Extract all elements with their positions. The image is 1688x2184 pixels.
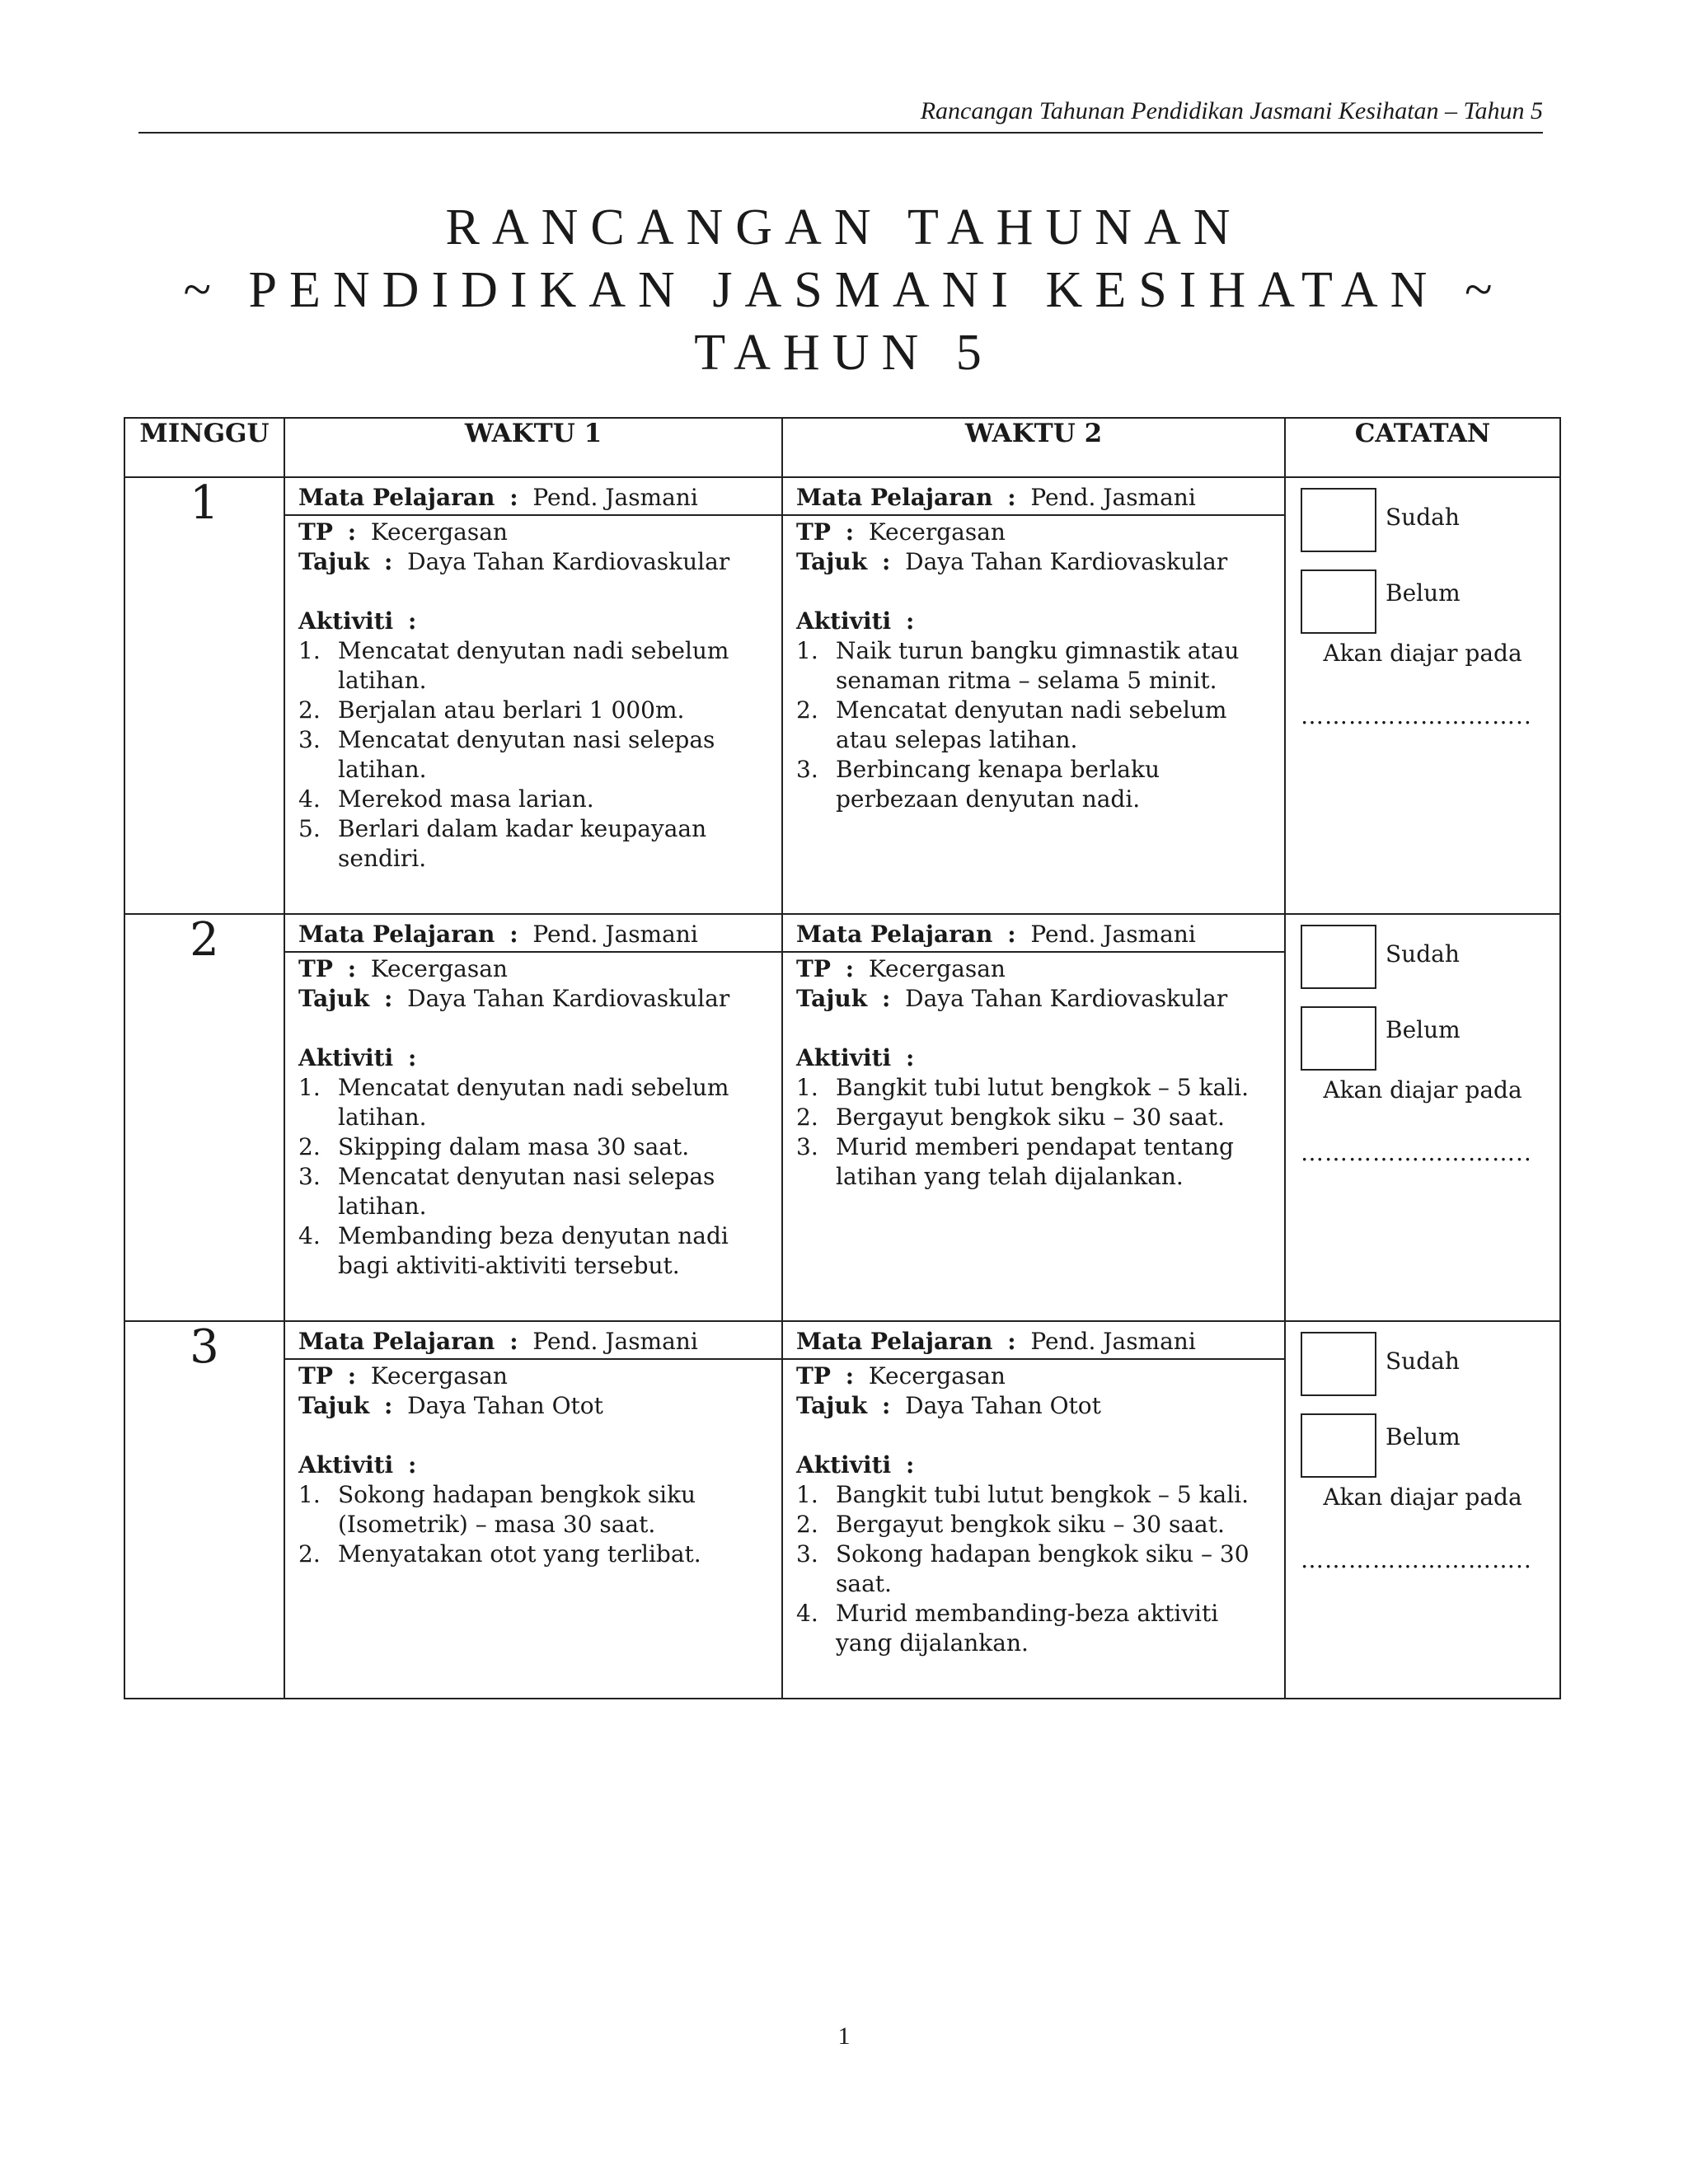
list-item (796, 1510, 1271, 1540)
list-item (298, 696, 768, 725)
catatan-cell (1285, 1321, 1560, 1699)
activity-number: 1. (298, 1481, 321, 1508)
list-item (298, 1162, 768, 1221)
tp-value: Kecergasan (370, 1362, 508, 1390)
label-separator: : (845, 1362, 855, 1390)
activity-text: Skipping dalam masa 30 saat. (338, 1133, 690, 1160)
topic-line (796, 984, 1271, 1014)
done-checkbox[interactable] (1301, 925, 1376, 989)
field-label: TP (298, 955, 333, 982)
field-label: Mata Pelajaran (298, 921, 495, 948)
label-separator: : (905, 1044, 915, 1071)
done-label: Sudah (1386, 1347, 1460, 1375)
tp-value: Kecergasan (370, 955, 508, 982)
list-item (796, 1480, 1271, 1510)
field-label: Aktiviti (298, 1451, 394, 1479)
field-label: Mata Pelajaran (796, 921, 993, 948)
scheduled-date-blank[interactable]: ……………………….. (1301, 1139, 1532, 1166)
title-line-2: ~ PENDIDIKAN JASMANI KESIHATAN ~ (183, 262, 1505, 318)
label-separator: : (882, 1392, 891, 1419)
spacer (298, 577, 768, 607)
label-separator: : (384, 1392, 393, 1419)
label-separator: : (384, 985, 393, 1012)
list-item (298, 636, 768, 696)
topic-value: Daya Tahan Kardiovaskular (905, 548, 1228, 575)
activities-heading (796, 1043, 1271, 1073)
not-done-checkbox[interactable] (1301, 1413, 1376, 1478)
activity-number: 1. (298, 637, 321, 664)
label-separator: : (347, 955, 357, 982)
waktu-1-cell (284, 914, 782, 1321)
activity-number: 2. (298, 1133, 321, 1160)
field-label: Tajuk (796, 985, 868, 1012)
list-item (796, 755, 1271, 814)
not-done-checkbox[interactable] (1301, 569, 1376, 634)
activity-number: 4. (796, 1600, 818, 1627)
spacer (796, 1014, 1271, 1043)
activities-heading (298, 607, 768, 636)
field-label: Mata Pelajaran (298, 1328, 495, 1355)
activities-heading (298, 1451, 768, 1480)
tp-value: Kecergasan (868, 518, 1006, 546)
activity-text: Bangkit tubi lutut bengkok – 5 kali. (836, 1481, 1250, 1508)
field-label: TP (298, 518, 333, 546)
tp-line (298, 1361, 768, 1391)
activity-number: 4. (298, 1222, 321, 1249)
label-separator: : (1007, 484, 1016, 511)
label-separator: : (882, 548, 891, 575)
activity-number: 1. (298, 1074, 321, 1101)
activity-text: Berjalan atau berlari 1 000m. (338, 696, 685, 724)
activity-list (298, 1480, 768, 1569)
activity-list (796, 1480, 1271, 1658)
activities-heading (796, 1451, 1271, 1480)
topic-value: Daya Tahan Kardiovaskular (407, 985, 730, 1012)
header-minggu: MINGGU (124, 418, 284, 477)
done-label: Sudah (1386, 504, 1460, 531)
activity-text: Mencatat denyutan nasi selepas latihan. (338, 726, 715, 783)
waktu-1-cell (284, 1321, 782, 1699)
activity-text: Naik turun bangku gimnastik atau senaman ritma – selama 5 minit. (836, 637, 1240, 694)
activity-number: 3. (298, 726, 321, 753)
tp-value: Kecergasan (370, 518, 508, 546)
subject-value: Pend. Jasmani (1030, 921, 1196, 948)
subject-line (783, 478, 1284, 516)
tp-line (796, 518, 1271, 547)
scheduled-date-blank[interactable]: ……………………….. (1301, 702, 1532, 729)
activity-number: 3. (298, 1163, 321, 1190)
subject-line (285, 1322, 781, 1360)
activity-text: Bergayut bengkok siku – 30 saat. (836, 1511, 1225, 1538)
label-separator: : (347, 518, 357, 546)
activity-text: Berlari dalam kadar keupayaan sendiri. (338, 815, 707, 872)
tp-line (298, 954, 768, 984)
field-label: Tajuk (298, 548, 370, 575)
label-separator: : (407, 1044, 417, 1071)
lesson-details (783, 1360, 1284, 1668)
field-label: TP (298, 1362, 333, 1390)
scheduled-label: Akan diajar pada (1323, 640, 1522, 667)
not-done-label: Belum (1386, 1423, 1461, 1451)
page-number: 1 (837, 2022, 851, 2050)
field-label: Mata Pelajaran (796, 1328, 993, 1355)
subject-line (783, 1322, 1284, 1360)
label-separator: : (407, 1451, 417, 1479)
title-line-1: RANCANGAN TAHUNAN (445, 199, 1243, 255)
list-item (796, 1103, 1271, 1132)
not-done-label: Belum (1386, 1016, 1461, 1043)
activity-number: 2. (796, 696, 818, 724)
tp-line (796, 1361, 1271, 1391)
done-checkbox[interactable] (1301, 1332, 1376, 1396)
tp-value: Kecergasan (868, 1362, 1006, 1390)
header-waktu-1: WAKTU 1 (284, 418, 782, 477)
label-separator: : (845, 518, 855, 546)
activity-list (298, 1073, 768, 1281)
lesson-details (285, 1360, 781, 1579)
topic-line (298, 984, 768, 1014)
activity-text: Merekod masa larian. (338, 785, 594, 813)
done-checkbox[interactable] (1301, 488, 1376, 552)
activity-list (796, 636, 1271, 814)
waktu-2-cell (782, 477, 1285, 914)
activity-number: 1. (796, 637, 818, 664)
activity-number: 1. (796, 1481, 818, 1508)
topic-value: Daya Tahan Otot (905, 1392, 1101, 1419)
activity-text: Mencatat denyutan nadi sebelum latihan. (338, 637, 729, 694)
activity-number: 3. (796, 1540, 818, 1568)
topic-value: Daya Tahan Otot (407, 1392, 603, 1419)
activity-text: Menyatakan otot yang terlibat. (338, 1540, 701, 1568)
page-title (124, 196, 1564, 384)
catatan-cell (1285, 914, 1560, 1321)
field-label: TP (796, 1362, 831, 1390)
done-label: Sudah (1386, 940, 1460, 968)
week-row (124, 1321, 1560, 1699)
subject-value: Pend. Jasmani (532, 1328, 698, 1355)
list-item (298, 1073, 768, 1132)
activity-list (796, 1073, 1271, 1192)
header-rule (138, 132, 1543, 134)
subject-line (783, 915, 1284, 953)
field-label: Aktiviti (796, 607, 892, 635)
week-number: 1 (124, 477, 284, 914)
list-item (796, 1540, 1271, 1599)
waktu-2-cell (782, 914, 1285, 1321)
week-row (124, 477, 1560, 914)
list-item (298, 814, 768, 874)
running-header: Rancangan Tahunan Pendidikan Jasmani Kesihatan – Tahun 5 (920, 97, 1543, 124)
lesson-details (783, 516, 1284, 824)
label-separator: : (1007, 921, 1016, 948)
tp-line (796, 954, 1271, 984)
activity-text: Bergayut bengkok siku – 30 saat. (836, 1104, 1225, 1131)
activity-text: Membanding beza denyutan nadi bagi aktiviti-aktiviti tersebut. (338, 1222, 729, 1279)
activities-heading (796, 607, 1271, 636)
label-separator: : (1007, 1328, 1016, 1355)
lesson-details (783, 953, 1284, 1202)
activity-text: Bangkit tubi lutut bengkok – 5 kali. (836, 1074, 1250, 1101)
label-separator: : (509, 921, 518, 948)
field-label: Aktiviti (796, 1044, 892, 1071)
subject-value: Pend. Jasmani (1030, 484, 1196, 511)
label-separator: : (347, 1362, 357, 1390)
label-separator: : (905, 607, 915, 635)
label-separator: : (384, 548, 393, 575)
yearly-plan-table (124, 417, 1561, 1699)
waktu-2-cell (782, 1321, 1285, 1699)
week-number: 3 (124, 1321, 284, 1699)
subject-line (285, 915, 781, 953)
list-item (796, 696, 1271, 755)
activities-heading (298, 1043, 768, 1073)
activity-text: Murid membanding-beza aktiviti yang dijalankan. (836, 1600, 1219, 1657)
label-separator: : (509, 484, 518, 511)
subject-value: Pend. Jasmani (532, 921, 698, 948)
field-label: Mata Pelajaran (796, 484, 993, 511)
activity-text: Sokong hadapan bengkok siku – 30 saat. (836, 1540, 1250, 1597)
label-separator: : (882, 985, 891, 1012)
header-waktu-2: WAKTU 2 (782, 418, 1285, 477)
topic-value: Daya Tahan Kardiovaskular (905, 985, 1228, 1012)
list-item (298, 785, 768, 814)
field-label: Tajuk (298, 985, 370, 1012)
spacer (796, 1421, 1271, 1451)
subject-line (285, 478, 781, 516)
activity-text: Berbincang kenapa berlaku perbezaan denyutan nadi. (836, 756, 1160, 813)
weeks-body (124, 477, 1560, 1699)
lesson-details (285, 953, 781, 1291)
activity-text: Sokong hadapan bengkok siku (Isometrik) – masa 30 saat. (338, 1481, 696, 1538)
topic-value: Daya Tahan Kardiovaskular (407, 548, 730, 575)
label-separator: : (509, 1328, 518, 1355)
activity-number: 5. (298, 815, 321, 842)
table-header-row (124, 418, 1560, 477)
list-item (298, 1132, 768, 1162)
label-separator: : (905, 1451, 915, 1479)
field-label: Tajuk (298, 1392, 370, 1419)
activity-text: Mencatat denyutan nadi sebelum latihan. (338, 1074, 729, 1131)
label-separator: : (407, 607, 417, 635)
spacer (298, 1421, 768, 1451)
field-label: Mata Pelajaran (298, 484, 495, 511)
tp-value: Kecergasan (868, 955, 1006, 982)
tp-line (298, 518, 768, 547)
scheduled-label: Akan diajar pada (1323, 1076, 1522, 1104)
label-separator: : (845, 955, 855, 982)
scheduled-label: Akan diajar pada (1323, 1483, 1522, 1511)
activity-text: Murid memberi pendapat tentang latihan yang telah dijalankan. (836, 1133, 1234, 1190)
activity-number: 2. (298, 696, 321, 724)
activity-number: 2. (796, 1104, 818, 1131)
topic-line (796, 1391, 1271, 1421)
activity-list (298, 636, 768, 874)
field-label: Aktiviti (298, 1044, 394, 1071)
field-label: Tajuk (796, 1392, 868, 1419)
spacer (796, 577, 1271, 607)
field-label: TP (796, 518, 831, 546)
not-done-label: Belum (1386, 579, 1461, 607)
activity-number: 4. (298, 785, 321, 813)
list-item (796, 636, 1271, 696)
activity-number: 3. (796, 756, 818, 783)
activity-number: 2. (796, 1511, 818, 1538)
spacer (298, 1014, 768, 1043)
field-label: Aktiviti (796, 1451, 892, 1479)
topic-line (796, 547, 1271, 577)
list-item (298, 1480, 768, 1540)
week-row (124, 914, 1560, 1321)
list-item (298, 725, 768, 785)
topic-line (298, 1391, 768, 1421)
activity-number: 1. (796, 1074, 818, 1101)
topic-line (298, 547, 768, 577)
catatan-cell (1285, 477, 1560, 914)
activity-number: 2. (298, 1540, 321, 1568)
waktu-1-cell (284, 477, 782, 914)
list-item (796, 1073, 1271, 1103)
scheduled-date-blank[interactable]: ……………………….. (1301, 1546, 1532, 1573)
list-item (796, 1599, 1271, 1658)
not-done-checkbox[interactable] (1301, 1006, 1376, 1071)
field-label: Tajuk (796, 548, 868, 575)
list-item (796, 1132, 1271, 1192)
activity-text: Mencatat denyutan nadi sebelum atau selepas latihan. (836, 696, 1227, 753)
title-line-3: TAHUN 5 (694, 325, 994, 381)
lesson-details (285, 516, 781, 883)
list-item (298, 1540, 768, 1569)
header-catatan: CATATAN (1285, 418, 1560, 477)
field-label: Aktiviti (298, 607, 394, 635)
activity-number: 3. (796, 1133, 818, 1160)
subject-value: Pend. Jasmani (532, 484, 698, 511)
week-number: 2 (124, 914, 284, 1321)
activity-text: Mencatat denyutan nasi selepas latihan. (338, 1163, 715, 1220)
field-label: TP (796, 955, 831, 982)
subject-value: Pend. Jasmani (1030, 1328, 1196, 1355)
list-item (298, 1221, 768, 1281)
